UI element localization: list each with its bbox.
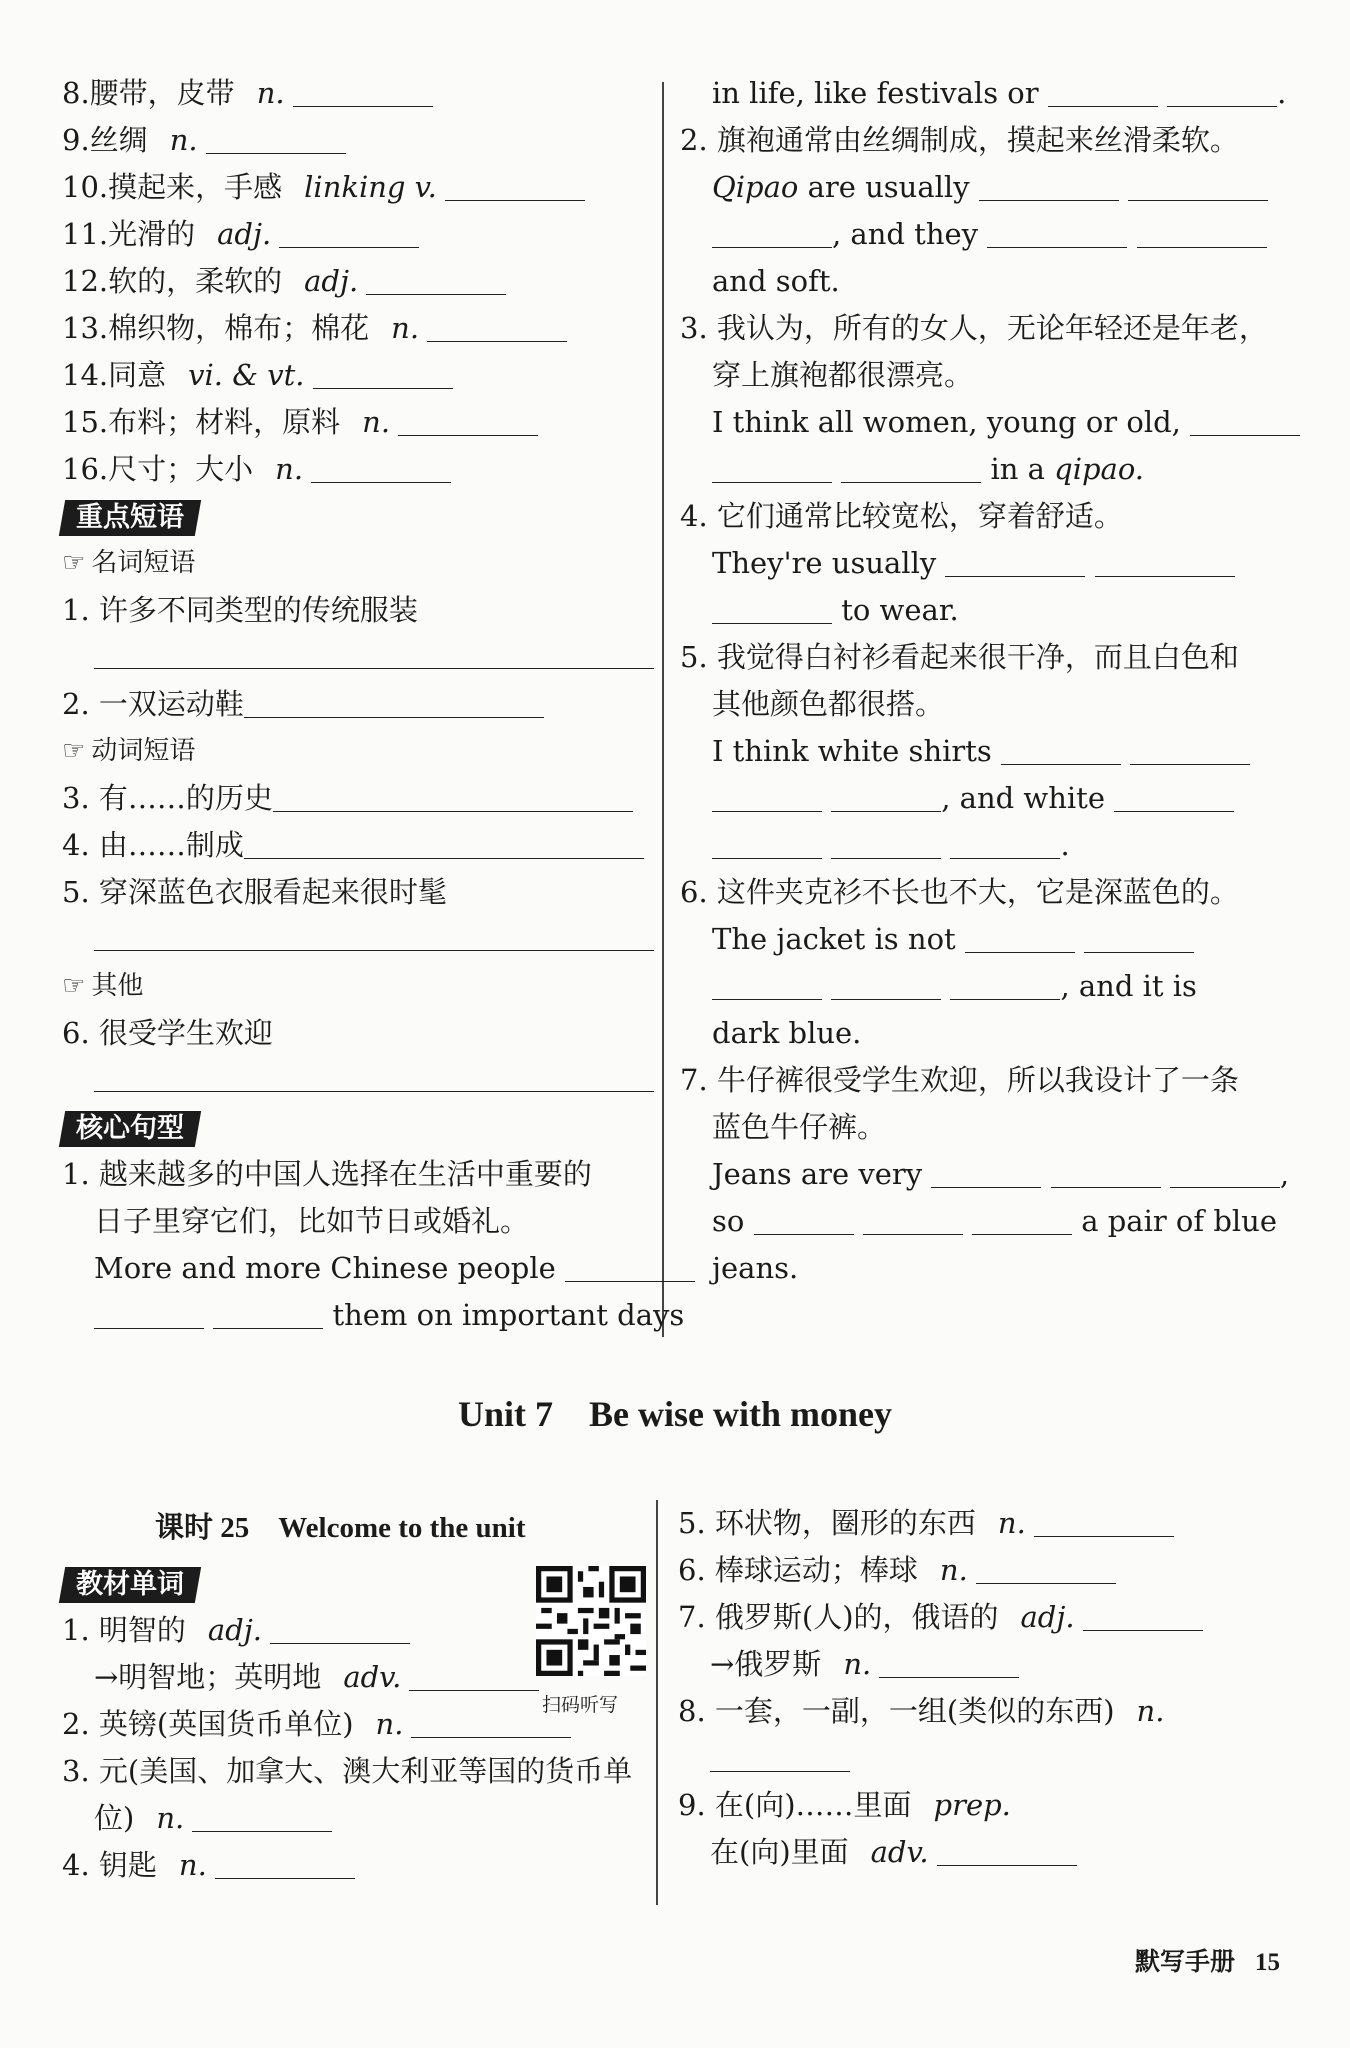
sentence-en: I think white shirts	[680, 728, 1280, 775]
book-title: 默写手册	[1134, 1947, 1235, 1976]
sentence-zh: 穿上旗袍都很漂亮。	[712, 358, 974, 392]
answer-blank[interactable]	[1095, 546, 1235, 577]
answer-blank[interactable]	[945, 546, 1085, 577]
answer-blank[interactable]	[950, 969, 1060, 1000]
answer-blank[interactable]	[863, 1204, 963, 1235]
vocab-item: 13.棉织物，棉布；棉花 n.	[62, 305, 652, 352]
sentence-zh: 4. 它们通常比较宽松，穿着舒适。	[680, 499, 1123, 533]
section-banner-core-sentences: 核心句型	[59, 1111, 201, 1147]
answer-blank[interactable]	[976, 1553, 1116, 1584]
answer-blank[interactable]	[831, 828, 941, 859]
answer-blank[interactable]	[213, 1298, 323, 1329]
answer-blank[interactable]	[192, 1801, 332, 1832]
vocab-item: 8.腰带，皮带 n.	[62, 70, 652, 117]
sentence-zh: 蓝色牛仔裤。	[712, 1110, 887, 1144]
answer-blank[interactable]	[293, 76, 433, 107]
bottom-right-column	[678, 1500, 1278, 1876]
answer-blank[interactable]	[712, 969, 822, 1000]
vocab-item: 2. 英镑(英国货币单位) n.	[62, 1701, 652, 1748]
sentence-zh: 5. 我觉得白衬衫看起来很干净，而且白色和	[680, 640, 1239, 674]
sentence-en: Qipao are usually	[680, 164, 1280, 211]
vocab-item: 9.丝绸 n.	[62, 117, 652, 164]
answer-blank[interactable]	[1051, 1157, 1161, 1188]
lesson-title: 课时 25 Welcome to the unit	[155, 1512, 526, 1544]
sentence-en: , and white	[680, 775, 1280, 822]
sentence-en: I think all women, young or old,	[680, 399, 1280, 446]
answer-blank[interactable]	[712, 781, 822, 812]
answer-blank[interactable]	[366, 264, 506, 295]
answer-blank[interactable]	[206, 123, 346, 154]
answer-blank[interactable]	[270, 1613, 410, 1644]
answer-blank[interactable]	[1034, 1506, 1174, 1537]
answer-blank[interactable]	[445, 170, 585, 201]
answer-blank[interactable]	[937, 1835, 1077, 1866]
answer-blank[interactable]	[215, 1848, 355, 1879]
vocab-item: 3. 元(美国、加拿大、澳大利亚等国的货币单	[62, 1754, 633, 1788]
answer-blank[interactable]	[831, 969, 941, 1000]
subheading-other: ☞ 其他	[62, 971, 144, 1001]
vocab-item: 4. 钥匙 n.	[62, 1842, 652, 1889]
answer-line[interactable]	[94, 1057, 654, 1092]
vocab-item: 6. 棒球运动；棒球 n.	[678, 1547, 1278, 1594]
vocab-item: 12.软的，柔软的 adj.	[62, 258, 652, 305]
answer-blank[interactable]	[313, 358, 453, 389]
vocab-item: 10.摸起来，手感 linking v.	[62, 164, 652, 211]
answer-blank[interactable]	[987, 217, 1127, 248]
sentence-zh: 其他颜色都很搭。	[712, 687, 945, 721]
answer-line[interactable]	[94, 916, 654, 951]
sentence-zh: 日子里穿它们，比如节日或婚礼。	[94, 1204, 530, 1238]
vocab-item: 15.布料；材料，原料 n.	[62, 399, 652, 446]
sentence-zh: 1. 越来越多的中国人选择在生活中重要的	[62, 1157, 592, 1191]
sentence-en: jeans.	[712, 1251, 799, 1285]
section-banner-textbook-words: 教材单词	[59, 1567, 201, 1603]
answer-line[interactable]	[94, 634, 654, 669]
answer-blank[interactable]	[1137, 217, 1267, 248]
answer-blank[interactable]	[273, 781, 633, 812]
answer-blank[interactable]	[279, 217, 419, 248]
vocab-item: 在(向)里面 adv.	[678, 1829, 1278, 1876]
answer-blank[interactable]	[841, 452, 981, 483]
sentence-en: More and more Chinese people	[62, 1245, 652, 1292]
answer-blank[interactable]	[754, 1204, 854, 1235]
answer-blank[interactable]	[1084, 922, 1194, 953]
sentence-en: Jeans are very ,	[712, 1157, 1290, 1191]
vocab-item: 1. 明智的 adj.	[62, 1607, 652, 1654]
answer-blank[interactable]	[1114, 781, 1234, 812]
phrase-item: 4. 由……制成	[62, 822, 652, 869]
qr-caption: 扫码听写	[542, 1694, 619, 1716]
answer-blank[interactable]	[712, 593, 832, 624]
left-column	[62, 70, 685, 1339]
sentence-en: , and they	[680, 211, 1280, 258]
subheading-noun-phrases: ☞ 名词短语	[62, 548, 196, 578]
column-divider	[662, 82, 664, 1337]
answer-blank[interactable]	[1001, 734, 1121, 765]
sentence-en: , and it is	[680, 963, 1280, 1010]
sentence-zh: 6. 这件夹克衫不长也不大，它是深蓝色的。	[680, 875, 1239, 909]
sentence-en: The jacket is not	[680, 916, 1280, 963]
sentence-en: to wear.	[680, 587, 1280, 634]
answer-blank[interactable]	[950, 828, 1060, 859]
answer-blank[interactable]	[427, 311, 567, 342]
page-number: 15	[1255, 1949, 1280, 1976]
pointing-hand-icon: ☞	[62, 548, 86, 578]
answer-blank[interactable]	[409, 1660, 539, 1691]
sentence-en: them on important days	[62, 1292, 652, 1339]
answer-blank[interactable]	[398, 405, 538, 436]
vocab-item: 8. 一套，一副，一组(类似的东西) n.	[678, 1694, 1165, 1728]
answer-blank[interactable]	[244, 828, 644, 859]
section-banner-key-phrases: 重点短语	[59, 500, 201, 536]
vocab-item: →明智地；英明地 adv.	[62, 1654, 652, 1701]
right-column	[680, 70, 1290, 1292]
answer-blank[interactable]	[712, 828, 822, 859]
vocab-item: →俄罗斯 n.	[678, 1641, 1278, 1688]
sentence-en: and soft.	[712, 264, 840, 298]
answer-blank[interactable]	[831, 781, 941, 812]
page-footer	[1135, 1942, 1280, 1978]
sentence-en: .	[680, 822, 1280, 869]
answer-blank[interactable]	[1167, 76, 1277, 107]
subheading-verb-phrases: ☞ 动词短语	[62, 736, 196, 766]
phrase-item: 5. 穿深蓝色衣服看起来很时髦	[62, 875, 447, 909]
column-divider	[656, 1500, 658, 1905]
sentence-en: in a qipao.	[680, 446, 1280, 493]
vocab-item: 7. 俄罗斯(人)的，俄语的 adj.	[678, 1594, 1278, 1641]
answer-blank[interactable]	[1048, 76, 1158, 107]
answer-blank[interactable]	[1190, 405, 1300, 436]
sentence-zh: 2. 旗袍通常由丝绸制成，摸起来丝滑柔软。	[680, 123, 1239, 157]
answer-blank[interactable]	[979, 170, 1119, 201]
answer-blank[interactable]	[1130, 734, 1250, 765]
answer-blank[interactable]	[244, 687, 544, 718]
answer-blank[interactable]	[1170, 1157, 1280, 1188]
answer-blank[interactable]	[311, 452, 451, 483]
answer-blank[interactable]	[972, 1204, 1072, 1235]
phrase-item: 1. 许多不同类型的传统服装	[62, 593, 418, 627]
sentence-zh: 7. 牛仔裤很受学生欢迎，所以我设计了一条	[680, 1063, 1239, 1097]
sentence-en: in life, like festivals or .	[712, 76, 1287, 110]
answer-blank[interactable]	[411, 1707, 571, 1738]
sentence-en: so a pair of blue	[712, 1204, 1278, 1238]
vocab-item: 5. 环状物，圈形的东西 n.	[678, 1500, 1278, 1547]
answer-blank[interactable]	[1128, 170, 1268, 201]
answer-blank[interactable]	[710, 1741, 850, 1772]
answer-blank[interactable]	[879, 1647, 1019, 1678]
sentence-zh: 3. 我认为，所有的女人，无论年轻还是年老，	[680, 311, 1268, 345]
vocab-item: 位) n.	[62, 1795, 652, 1842]
bottom-left-column	[62, 1560, 652, 1889]
vocab-item: 16.尺寸；大小 n.	[62, 446, 652, 493]
phrase-item: 6. 很受学生欢迎	[62, 1016, 273, 1050]
answer-blank[interactable]	[712, 217, 832, 248]
answer-blank[interactable]	[1083, 1600, 1203, 1631]
sentence-en: dark blue.	[712, 1016, 862, 1050]
answer-blank[interactable]	[965, 922, 1075, 953]
answer-blank[interactable]	[931, 1157, 1041, 1188]
vocab-item: 11.光滑的 adj.	[62, 211, 652, 258]
phrase-item: 3. 有……的历史	[62, 775, 652, 822]
vocab-item: 14.同意 vi. & vt.	[62, 352, 652, 399]
answer-blank[interactable]	[712, 452, 832, 483]
pointing-hand-icon: ☞	[62, 736, 86, 766]
answer-blank[interactable]	[94, 1298, 204, 1329]
phrase-item: 2. 一双运动鞋	[62, 681, 652, 728]
unit-title: Unit 7 Be wise with money	[458, 1394, 892, 1434]
sentence-en: They're usually	[680, 540, 1280, 587]
vocab-item: 9. 在(向)……里面 prep.	[678, 1788, 1011, 1822]
pointing-hand-icon: ☞	[62, 971, 86, 1001]
answer-blank[interactable]	[565, 1251, 695, 1282]
